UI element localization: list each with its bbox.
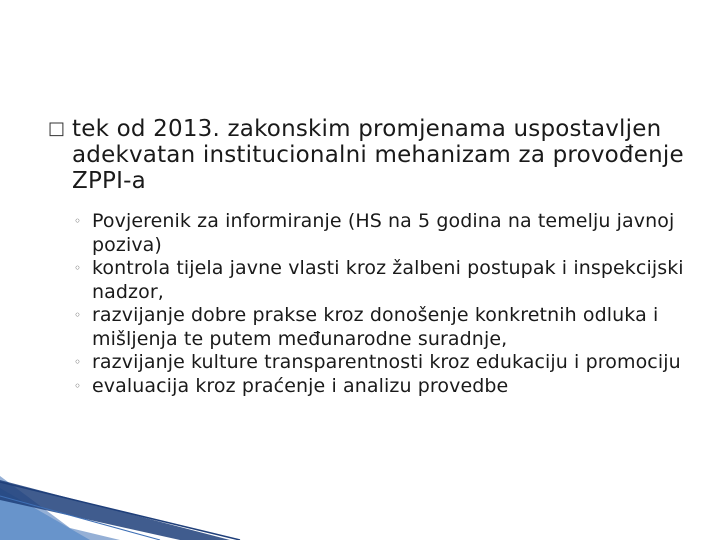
main-bullet-item <box>46 116 686 194</box>
circle-bullet-icon: ◦ <box>74 355 82 369</box>
checkbox-bullet-icon: □ <box>48 118 66 139</box>
sub-bullet-item <box>46 375 692 399</box>
sub-bullet-text: kontrola tijela javne vlasti kroz žalbeni postupak i inspekcijski nadzor, <box>92 257 684 303</box>
circle-bullet-icon: ◦ <box>74 214 82 228</box>
sub-bullet-item <box>46 257 692 304</box>
sub-bullet-text: Povjerenik za informiranje (HS na 5 godina na temelju javnoj poziva) <box>92 210 675 256</box>
sub-bullet-list <box>46 210 686 398</box>
circle-bullet-icon: ◦ <box>74 308 82 322</box>
sub-bullet-text: evaluacija kroz praćenje i analizu provedbe <box>92 374 509 397</box>
corner-decoration <box>0 440 720 540</box>
slide-content <box>46 116 686 398</box>
sub-bullet-text: razvijanje kulture transparentnosti kroz edukaciju i promociju <box>92 351 681 373</box>
main-bullet-text: tek od 2013. zakonskim promjenama uspostavljen adekvatan institucionalni mehanizam za provođenje ZPPI-a <box>72 116 684 194</box>
sub-bullet-text: razvijanje dobre prakse kroz donošenje konkretnih odluka i mišljenja te putem međunarodne suradnje, <box>92 304 659 350</box>
circle-bullet-icon: ◦ <box>74 378 82 393</box>
sub-bullet-item <box>46 304 692 351</box>
sub-bullet-item <box>46 210 692 257</box>
sub-bullet-item <box>46 351 692 375</box>
circle-bullet-icon: ◦ <box>74 261 82 275</box>
